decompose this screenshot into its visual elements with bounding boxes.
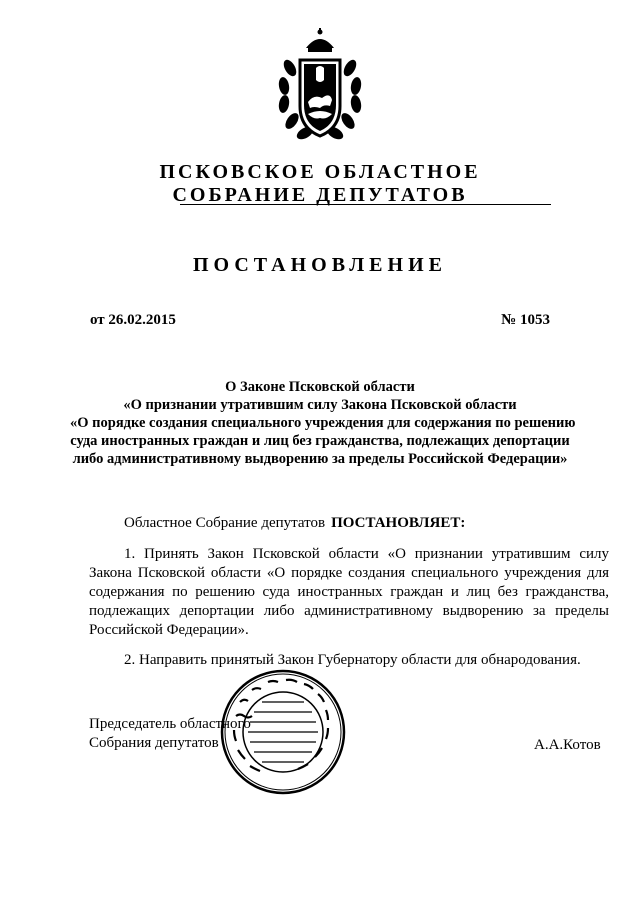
title-line: либо административному выдворению за пределы Российской Федерации» <box>72 451 568 467</box>
resolution-intro <box>124 514 465 533</box>
organization-name-line2: СОБРАНИЕ ДЕПУТАТОВ <box>172 184 468 206</box>
intro-bold: ПОСТАНОВЛЯЕТ: <box>331 515 466 531</box>
document-title <box>70 378 576 468</box>
title-line: суда иностранных граждан и лиц без гражданства, подлежащих депортации <box>70 433 570 449</box>
document-number: № 1053 <box>501 312 550 328</box>
intro-text: Областное Собрание депутатов <box>124 515 326 531</box>
position-line: Собрания депутатов <box>89 735 219 751</box>
paragraph-line: содержания по решению суда иностранных граждан и лиц без гражданства, <box>89 584 609 600</box>
paragraph-2: 2. Направить принятый Закон Губернатору области для обнародования. <box>124 652 581 668</box>
official-stamp-icon <box>218 668 348 796</box>
signatory-name: А.А.Котов <box>534 737 601 753</box>
document-date: от 26.02.2015 <box>90 312 176 328</box>
paragraph-line: 1. Принять Закон Псковской области «О признании утратившим силу <box>124 546 609 562</box>
paragraph-line: подлежащих депортации либо административному выдворению за пределы <box>89 603 609 619</box>
document-type: ПОСТАНОВЛЕНИЕ <box>193 254 447 276</box>
title-line: О Законе Псковской области <box>225 379 415 395</box>
title-line: «О порядке создания специального учреждения для содержания по решению <box>70 415 576 431</box>
organization-name-line1: ПСКОВСКОЕ ОБЛАСТНОЕ <box>159 161 481 183</box>
paragraph-1 <box>89 545 609 640</box>
pskov-region-coat-of-arms-icon <box>270 28 370 146</box>
position-line: Председатель областного <box>89 716 251 732</box>
header-divider <box>180 204 551 205</box>
paragraph-line: Закона Псковской области «О порядке создания специального учреждения для <box>89 565 609 581</box>
title-line: «О признании утратившим силу Закона Псковской области <box>123 397 517 413</box>
paragraph-line: Российской Федерации». <box>89 622 249 638</box>
